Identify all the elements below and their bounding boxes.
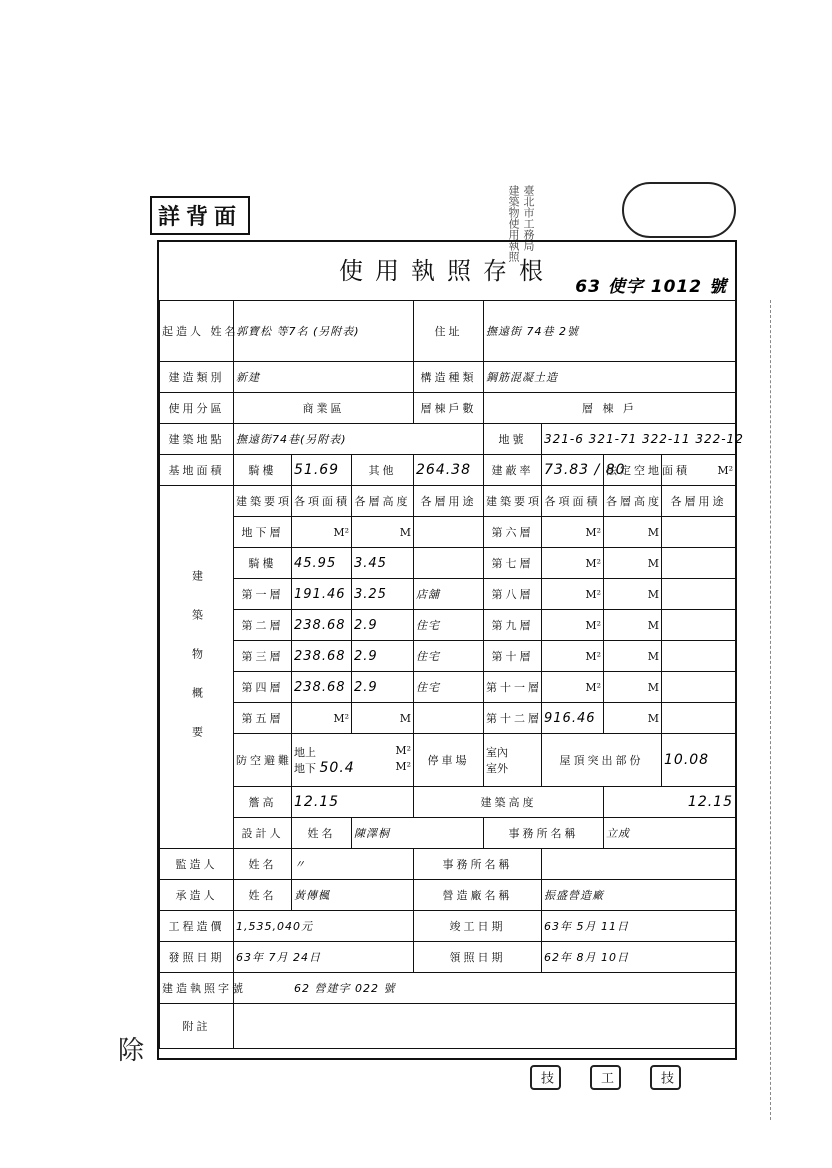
floor-area-right: M² (542, 610, 604, 641)
arcade-label: 騎樓 (234, 455, 292, 486)
floor-name-right: 第九層 (484, 610, 542, 641)
header-item-left: 建築要項 (234, 486, 292, 517)
parking-label: 停車場 (414, 734, 484, 787)
header-use-left: 各層用途 (414, 486, 484, 517)
permit-number: 63 使字 1012 號 (575, 277, 727, 297)
floor-height: 2.9 (352, 610, 414, 641)
back-stamp: 詳背面 (150, 196, 250, 235)
issue-label: 發照日期 (160, 942, 234, 973)
legal-open-value: M² (662, 455, 736, 486)
staff-seal-1: 技 (530, 1065, 561, 1090)
floor-name: 第五層 (234, 703, 292, 734)
floor-height: 2.9 (352, 672, 414, 703)
header-area-right: 各項面積 (542, 486, 604, 517)
floor-area: 238.68 (292, 610, 352, 641)
floor-height-right: M (604, 579, 662, 610)
contractor-name-label: 姓名 (234, 880, 292, 911)
header-height-right: 各層高度 (604, 486, 662, 517)
floor-area: M² (292, 517, 352, 548)
floor-height-right: M (604, 641, 662, 672)
floor-area-right: 916.46 (542, 703, 604, 734)
header-height-left: 各層高度 (352, 486, 414, 517)
floor-height-right: M (604, 703, 662, 734)
floor-area: 238.68 (292, 672, 352, 703)
floor-use-right (662, 641, 736, 672)
summary-section-label: 建築物概要 (160, 486, 234, 849)
other-label: 其他 (352, 455, 414, 486)
supervisor-label: 監造人 (160, 849, 234, 880)
shelter-label: 防空避難 (234, 734, 292, 787)
other-value: 264.38 (414, 455, 484, 486)
floor-use (414, 703, 484, 734)
lot-value: 321-6 321-71 322-11 322-12 (542, 424, 736, 455)
roof-label: 屋頂突出部份 (542, 734, 662, 787)
floor-area: 191.46 (292, 579, 352, 610)
floor-name-right: 第七層 (484, 548, 542, 579)
header-use-right: 各層用途 (662, 486, 736, 517)
contractor-value: 黃傳楓 (292, 880, 414, 911)
floor-name-right: 第十二層 (484, 703, 542, 734)
bldg-height-value: 12.15 (604, 787, 736, 818)
complete-label: 竣工日期 (414, 911, 542, 942)
floor-area-right: M² (542, 548, 604, 579)
designer-value: 陳澤桐 (352, 818, 484, 849)
supervisor-office-label: 事務所名稱 (414, 849, 542, 880)
right-margin-line (770, 300, 773, 1120)
structure-value: 鋼筋混凝土造 (484, 362, 736, 393)
address-value: 撫遠街 74巷 2號 (484, 301, 736, 362)
cost-label: 工程造價 (160, 911, 234, 942)
floor-name: 地下層 (234, 517, 292, 548)
issue-value: 63年 7月 24日 (234, 942, 414, 973)
floor-use (414, 548, 484, 579)
cost-value: 1,535,040元 (234, 911, 414, 942)
zone-label: 使用分區 (160, 393, 234, 424)
floor-height: M (352, 703, 414, 734)
collect-label: 領照日期 (414, 942, 542, 973)
parking-values: 室內 室外 (484, 734, 542, 787)
permit-table (159, 300, 744, 1049)
firm-value: 振盛營造廠 (542, 880, 736, 911)
floor-name-right: 第六層 (484, 517, 542, 548)
shelter-values: 地上 M² 地下 50.4 M² (292, 734, 414, 787)
base-area-label: 基地面積 (160, 455, 234, 486)
margin-character: 除 (118, 1036, 145, 1066)
floor-area: 238.68 (292, 641, 352, 672)
floor-use (414, 517, 484, 548)
floor-area-right: M² (542, 672, 604, 703)
build-type-label: 建造類別 (160, 362, 234, 393)
floor-use: 住宅 (414, 610, 484, 641)
floor-height-right: M (604, 548, 662, 579)
note-value (234, 1004, 736, 1049)
coverage-label: 建蔽率 (484, 455, 542, 486)
circular-seal-icon (622, 182, 736, 238)
floor-use-right (662, 703, 736, 734)
roof-value: 10.08 (662, 734, 736, 787)
contractor-label: 承造人 (160, 880, 234, 911)
floor-use: 店舖 (414, 579, 484, 610)
permit-form (157, 240, 744, 1060)
eave-value: 12.15 (292, 787, 414, 818)
designer-name-label: 姓名 (292, 818, 352, 849)
zone-value: 商業區 (234, 393, 414, 424)
floor-name: 第四層 (234, 672, 292, 703)
site-label: 建築地點 (160, 424, 234, 455)
floor-height: M (352, 517, 414, 548)
floor-name-right: 第八層 (484, 579, 542, 610)
floor-area-right: M² (542, 517, 604, 548)
floor-area-right: M² (542, 579, 604, 610)
floor-name: 第一層 (234, 579, 292, 610)
floor-area-right: M² (542, 641, 604, 672)
lot-label: 地號 (484, 424, 542, 455)
floor-height: 3.45 (352, 548, 414, 579)
builder-label: 起造人 姓名 (160, 301, 234, 362)
floor-use: 住宅 (414, 672, 484, 703)
header-area-left: 各項面積 (292, 486, 352, 517)
floor-use-right (662, 610, 736, 641)
floor-height: 3.25 (352, 579, 414, 610)
floor-height-right: M (604, 610, 662, 641)
license-value: 62 營建字 022 號 (234, 973, 736, 1004)
supervisor-office-value (542, 849, 736, 880)
floor-height-right: M (604, 517, 662, 548)
floors-label: 層棟戶數 (414, 393, 484, 424)
floor-use-right (662, 579, 736, 610)
side-stamp-2: 臺北市工務局 (522, 185, 535, 251)
bldg-height-label: 建築高度 (414, 787, 604, 818)
supervisor-value: 〃 (292, 849, 414, 880)
build-type-value: 新建 (234, 362, 414, 393)
side-stamp-1: 建築物使用執照 (507, 185, 520, 262)
floor-name-right: 第十層 (484, 641, 542, 672)
floor-name: 第三層 (234, 641, 292, 672)
floors-value: 層 棟 戶 (484, 393, 736, 424)
eave-label: 簷高 (234, 787, 292, 818)
arcade-value: 51.69 (292, 455, 352, 486)
floor-name-right: 第十一層 (484, 672, 542, 703)
site-value: 撫遠街74巷(另附表) (234, 424, 484, 455)
builder-value: 郭寶松 等7名 (另附表) (234, 301, 414, 362)
structure-label: 構造種類 (414, 362, 484, 393)
floor-area: 45.95 (292, 548, 352, 579)
note-label: 附註 (160, 1004, 234, 1049)
floor-use-right (662, 517, 736, 548)
firm-label: 營造廠名稱 (414, 880, 542, 911)
form-title: 使用執照存根 (159, 242, 735, 301)
license-label: 建造執照字號 (160, 973, 234, 1004)
office-label: 事務所名稱 (484, 818, 604, 849)
supervisor-name-label: 姓名 (234, 849, 292, 880)
floor-use-right (662, 548, 736, 579)
floor-use-right (662, 672, 736, 703)
floor-name: 第二層 (234, 610, 292, 641)
header-item-right: 建築要項 (484, 486, 542, 517)
floor-name: 騎樓 (234, 548, 292, 579)
floor-use: 住宅 (414, 641, 484, 672)
staff-seal-2: 工 (590, 1065, 621, 1090)
coverage-value: 73.83 / 80 (542, 455, 604, 486)
collect-value: 62年 8月 10日 (542, 942, 736, 973)
office-value: 立成 (604, 818, 736, 849)
floor-area: M² (292, 703, 352, 734)
floor-height: 2.9 (352, 641, 414, 672)
designer-label: 設計人 (234, 818, 292, 849)
complete-value: 63年 5月 11日 (542, 911, 736, 942)
floor-height-right: M (604, 672, 662, 703)
address-label: 住址 (414, 301, 484, 362)
legal-open-label: 法定空地面積 (604, 455, 662, 486)
staff-seal-3: 技 (650, 1065, 681, 1090)
